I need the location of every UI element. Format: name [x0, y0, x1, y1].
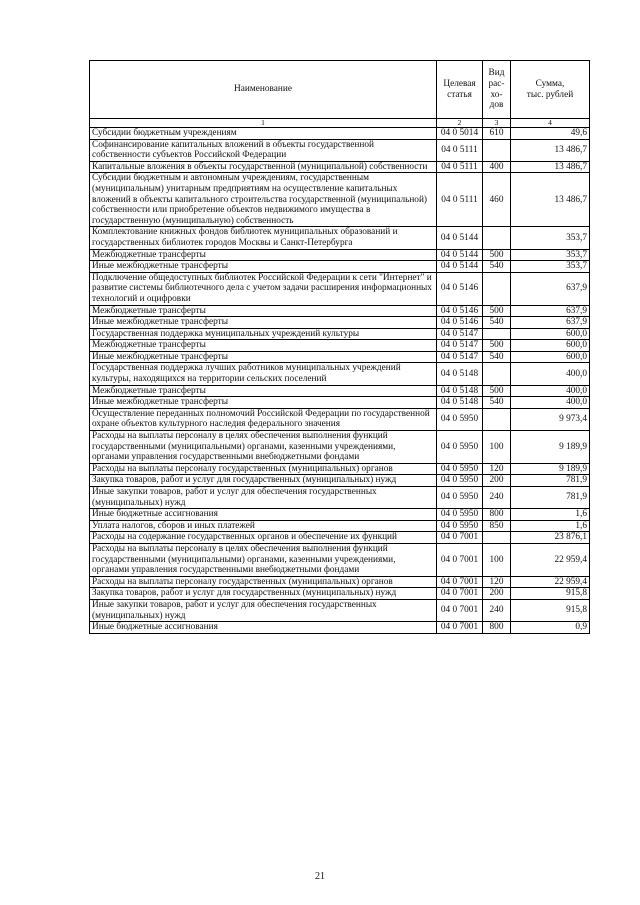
row-name-cell: Иные бюджетные ассигнования [90, 509, 437, 521]
column-number-kind: 3 [483, 119, 511, 128]
row-sum-cell: 13 486,7 [511, 161, 590, 173]
row-name-cell: Расходы на выплаты персоналу государственных (муниципальных) органов [90, 576, 437, 588]
row-kind-cell: 540 [483, 317, 511, 329]
row-target-cell: 04 0 7001 [437, 576, 483, 588]
page-number: 21 [315, 871, 325, 882]
row-target-cell: 04 0 5950 [437, 520, 483, 532]
row-kind-cell: 200 [483, 588, 511, 600]
row-sum-cell: 600,0 [511, 328, 590, 340]
row-sum-cell: 915,8 [511, 599, 590, 621]
column-header-target: Целевая статья [437, 61, 483, 119]
row-name-cell: Межбюджетные трансферты [90, 385, 437, 397]
table-header-row [90, 61, 590, 119]
table-row [90, 328, 590, 340]
row-target-cell: 04 0 5146 [437, 305, 483, 317]
row-name-cell: Иные бюджетные ассигнования [90, 622, 437, 634]
row-sum-cell: 22 959,4 [511, 576, 590, 588]
row-target-cell: 04 0 5148 [437, 363, 483, 385]
row-target-cell: 04 0 5146 [437, 272, 483, 305]
row-kind-cell: 120 [483, 463, 511, 475]
row-sum-cell: 9 189,9 [511, 431, 590, 464]
row-target-cell: 04 0 5148 [437, 397, 483, 409]
row-sum-cell: 600,0 [511, 351, 590, 363]
row-name-cell: Расходы на содержание государственных органов и обеспечение их функций [90, 532, 437, 544]
row-sum-cell: 13 486,7 [511, 139, 590, 161]
row-sum-cell: 0,9 [511, 622, 590, 634]
row-kind-cell: 800 [483, 622, 511, 634]
table-row [90, 463, 590, 475]
row-sum-cell: 637,9 [511, 272, 590, 305]
row-sum-cell: 23 876,1 [511, 532, 590, 544]
row-kind-cell [483, 227, 511, 249]
row-sum-cell: 637,9 [511, 317, 590, 329]
table-row [90, 408, 590, 430]
row-name-cell: Субсидии бюджетным учреждениям [90, 128, 437, 140]
row-sum-cell: 13 486,7 [511, 173, 590, 227]
row-kind-cell: 610 [483, 128, 511, 140]
row-name-cell: Капитальные вложения в объекты государственной (муниципальной) собственности [90, 161, 437, 173]
table-row [90, 317, 590, 329]
row-sum-cell: 9 189,9 [511, 463, 590, 475]
row-kind-cell [483, 328, 511, 340]
row-sum-cell: 1,6 [511, 509, 590, 521]
row-name-cell: Иные межбюджетные трансферты [90, 261, 437, 273]
table-row [90, 397, 590, 409]
row-kind-cell [483, 408, 511, 430]
budget-table [89, 60, 590, 634]
table-row [90, 340, 590, 352]
column-number-sum: 4 [511, 119, 590, 128]
table-row [90, 261, 590, 273]
row-name-cell: Иные межбюджетные трансферты [90, 351, 437, 363]
table-row [90, 487, 590, 509]
row-kind-cell: 120 [483, 576, 511, 588]
table-row [90, 363, 590, 385]
table-row [90, 532, 590, 544]
row-name-cell: Государственная поддержка лучших работников муниципальных учреждений культуры, находящихся на территории сельских поселений [90, 363, 437, 385]
row-target-cell: 04 0 5147 [437, 328, 483, 340]
row-name-cell: Расходы на выплаты персоналу в целях обеспечения выполнения функций государственными (муниципальными) органами, казенными учреждениями, органами управления государственными внебюджетными фондами [90, 431, 437, 464]
row-target-cell: 04 0 7001 [437, 532, 483, 544]
row-target-cell: 04 0 5144 [437, 261, 483, 273]
row-sum-cell: 400,0 [511, 397, 590, 409]
row-sum-cell: 781,9 [511, 487, 590, 509]
row-name-cell: Закупка товаров, работ и услуг для государственных (муниципальных) нужд [90, 588, 437, 600]
row-kind-cell: 540 [483, 351, 511, 363]
row-target-cell: 04 0 5144 [437, 249, 483, 261]
row-name-cell: Уплата налогов, сборов и иных платежей [90, 520, 437, 532]
row-target-cell: 04 0 5111 [437, 161, 483, 173]
table-row [90, 249, 590, 261]
table-row [90, 475, 590, 487]
row-target-cell: 04 0 5014 [437, 128, 483, 140]
row-name-cell: Софинансирование капитальных вложений в объекты государственной собственности субъектов Российской Федерации [90, 139, 437, 161]
table-row [90, 509, 590, 521]
table-row [90, 351, 590, 363]
row-sum-cell: 400,0 [511, 385, 590, 397]
row-target-cell: 04 0 5950 [437, 475, 483, 487]
row-name-cell: Субсидии бюджетным и автономным учреждениям, государственным (муниципальным) унитарным предприятиям на осуществление капитальных вложений в объекты капитального строительства государственной (муниципальной) собственности или приобретение объектов недвижимого имущества в государственную (муниципальную) собственность [90, 173, 437, 227]
row-target-cell: 04 0 7001 [437, 622, 483, 634]
row-kind-cell: 460 [483, 173, 511, 227]
row-target-cell: 04 0 7001 [437, 588, 483, 600]
row-sum-cell: 637,9 [511, 305, 590, 317]
row-kind-cell [483, 363, 511, 385]
row-target-cell: 04 0 5950 [437, 509, 483, 521]
row-sum-cell: 353,7 [511, 227, 590, 249]
column-number-name: 1 [90, 119, 437, 128]
row-kind-cell [483, 272, 511, 305]
row-kind-cell: 540 [483, 397, 511, 409]
row-target-cell: 04 0 5148 [437, 385, 483, 397]
row-target-cell: 04 0 5111 [437, 139, 483, 161]
row-kind-cell: 800 [483, 509, 511, 521]
column-header-name: Наименование [90, 61, 437, 119]
row-name-cell: Подключение общедоступных библиотек Российской Федерации к сети "Интернет" и развитие системы библиотечного дела с учетом задачи расширения информационных технологий и оцифровки [90, 272, 437, 305]
row-name-cell: Расходы на выплаты персоналу в целях обеспечения выполнения функций государственными (муниципальными) органами, казенными учреждениями, органами управления государственными внебюджетными фондами [90, 543, 437, 576]
row-name-cell: Осуществление переданных полномочий Российской Федерации по государственной охране объектов культурного наследия федерального значения [90, 408, 437, 430]
row-name-cell: Межбюджетные трансферты [90, 340, 437, 352]
row-name-cell: Иные закупки товаров, работ и услуг для обеспечения государственных (муниципальных) нужд [90, 487, 437, 509]
row-sum-cell: 9 973,4 [511, 408, 590, 430]
row-target-cell: 04 0 5950 [437, 463, 483, 475]
row-name-cell: Иные межбюджетные трансферты [90, 317, 437, 329]
row-sum-cell: 22 959,4 [511, 543, 590, 576]
column-header-kind: Вид рас- хо- дов [483, 61, 511, 119]
row-sum-cell: 915,8 [511, 588, 590, 600]
column-number-row [90, 119, 590, 128]
table-row [90, 622, 590, 634]
row-kind-cell: 100 [483, 543, 511, 576]
row-sum-cell: 781,9 [511, 475, 590, 487]
row-kind-cell: 500 [483, 305, 511, 317]
row-kind-cell: 500 [483, 385, 511, 397]
row-target-cell: 04 0 5111 [437, 173, 483, 227]
row-sum-cell: 49,6 [511, 128, 590, 140]
row-sum-cell: 400,0 [511, 363, 590, 385]
row-target-cell: 04 0 7001 [437, 543, 483, 576]
table-row [90, 305, 590, 317]
table-row [90, 128, 590, 140]
table-row [90, 173, 590, 227]
table-row [90, 139, 590, 161]
row-name-cell: Межбюджетные трансферты [90, 249, 437, 261]
row-sum-cell: 353,7 [511, 261, 590, 273]
table-row [90, 227, 590, 249]
table-body [90, 128, 590, 634]
row-target-cell: 04 0 5950 [437, 408, 483, 430]
row-sum-cell: 1,6 [511, 520, 590, 532]
row-kind-cell: 500 [483, 340, 511, 352]
table-row [90, 431, 590, 464]
row-kind-cell: 850 [483, 520, 511, 532]
row-name-cell: Расходы на выплаты персоналу государственных (муниципальных) органов [90, 463, 437, 475]
column-number-target: 2 [437, 119, 483, 128]
row-target-cell: 04 0 5950 [437, 487, 483, 509]
row-kind-cell: 200 [483, 475, 511, 487]
table-row [90, 161, 590, 173]
row-sum-cell: 353,7 [511, 249, 590, 261]
row-kind-cell: 100 [483, 431, 511, 464]
row-name-cell: Комплектование книжных фондов библиотек муниципальных образований и государственных библиотек городов Москвы и Санкт-Петербурга [90, 227, 437, 249]
table-row [90, 272, 590, 305]
row-kind-cell [483, 139, 511, 161]
row-name-cell: Закупка товаров, работ и услуг для государственных (муниципальных) нужд [90, 475, 437, 487]
table-row [90, 543, 590, 576]
table-row [90, 385, 590, 397]
row-name-cell: Иные межбюджетные трансферты [90, 397, 437, 409]
row-kind-cell: 240 [483, 487, 511, 509]
row-target-cell: 04 0 5950 [437, 431, 483, 464]
table-row [90, 599, 590, 621]
row-kind-cell: 540 [483, 261, 511, 273]
table-row [90, 588, 590, 600]
row-target-cell: 04 0 5147 [437, 351, 483, 363]
row-kind-cell: 240 [483, 599, 511, 621]
row-kind-cell: 400 [483, 161, 511, 173]
row-kind-cell [483, 532, 511, 544]
row-target-cell: 04 0 5146 [437, 317, 483, 329]
row-name-cell: Межбюджетные трансферты [90, 305, 437, 317]
row-name-cell: Иные закупки товаров, работ и услуг для обеспечения государственных (муниципальных) нужд [90, 599, 437, 621]
table-row [90, 576, 590, 588]
row-sum-cell: 600,0 [511, 340, 590, 352]
table-row [90, 520, 590, 532]
row-target-cell: 04 0 5147 [437, 340, 483, 352]
row-target-cell: 04 0 7001 [437, 599, 483, 621]
row-target-cell: 04 0 5144 [437, 227, 483, 249]
row-name-cell: Государственная поддержка муниципальных учреждений культуры [90, 328, 437, 340]
row-kind-cell: 500 [483, 249, 511, 261]
column-header-sum: Сумма, тыс. рублей [511, 61, 590, 119]
